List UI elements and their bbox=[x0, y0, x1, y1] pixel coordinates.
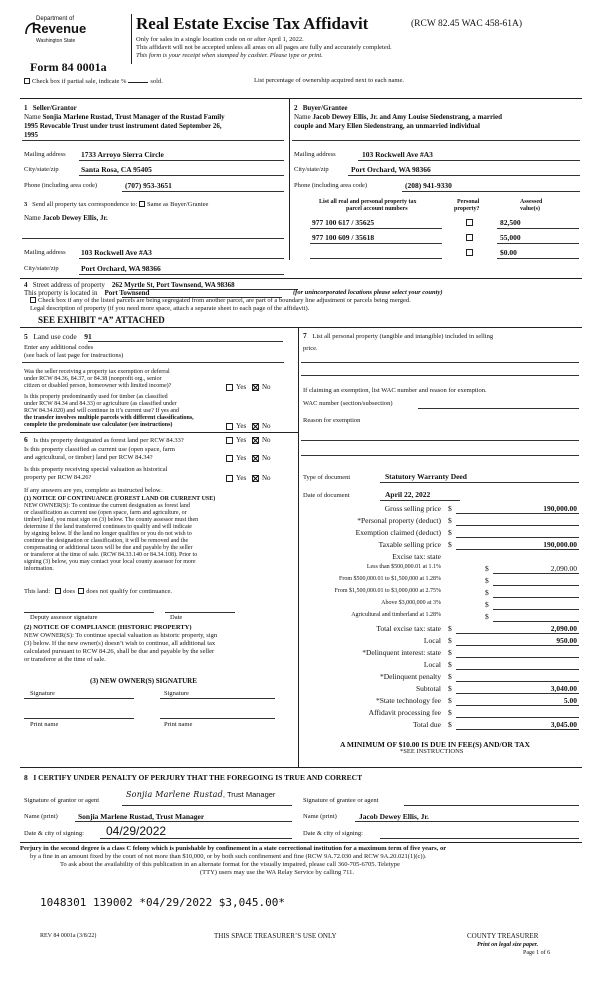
sec6-q2-no[interactable] bbox=[252, 455, 259, 462]
seller-name-line-2: 1995 Revocable Trust under trust instrument dated September 26, bbox=[24, 122, 222, 130]
tax-total-dollar: $ bbox=[448, 720, 452, 729]
grantor-name-label: Name (print) bbox=[24, 813, 58, 820]
new-owner-print-1: Print name bbox=[30, 721, 59, 728]
parcel-col1-l1: List all real and personal property tax bbox=[319, 199, 417, 205]
sec3-name: Name Jacob Dewey Ellis, Jr. bbox=[24, 214, 108, 222]
sec5-q1-no[interactable] bbox=[252, 384, 259, 391]
notice1-l5: by signing below. If the land no longer qualifies or you do not wish to bbox=[24, 531, 192, 537]
parcel-value-2[interactable]: 55,000 bbox=[500, 233, 521, 242]
sec6-q2-yes-label: Yes bbox=[236, 454, 247, 462]
sec5-q1-l2: under RCW 84.36, 84.37, or 84.38 (nonprofit org., senior bbox=[24, 376, 162, 382]
sec5-q2-no-label: No bbox=[262, 422, 271, 430]
tax-local2-dollar: $ bbox=[448, 660, 452, 669]
perjury-l2: by a fine in an amount fixed by the court of not more than $10,000, or by both such confinement and fine (RCW 9A.72.030 and RCW 9A.20.021(1)(c)). bbox=[30, 853, 427, 860]
sec7-wac: WAC number (section/subsection) bbox=[303, 400, 393, 407]
tax-affidavit-dollar: $ bbox=[448, 708, 452, 717]
tax-tier2-dollar: $ bbox=[485, 576, 489, 585]
new-owner-print-2: Print name bbox=[164, 721, 193, 728]
buyer-phone-label: Phone (including area code) bbox=[294, 182, 368, 189]
notice1-l7: compensating or additional taxes will be due and payable by the seller bbox=[24, 545, 193, 551]
parcel-personal-checkbox-2[interactable] bbox=[466, 234, 473, 241]
notice1-l1: NEW OWNER(S): To continue the current designation as forest land bbox=[24, 503, 190, 509]
notice1-l9: signing (3) below, you may contact your local county assessor for more bbox=[24, 559, 196, 565]
sec6-q2-yes[interactable] bbox=[226, 455, 233, 462]
notice2-l3: calculated pursuant to RCW 84.26, shall be due and payable by the seller bbox=[24, 648, 215, 655]
sec5-q2-yes-label: Yes bbox=[236, 422, 247, 430]
sec5-q2-l4: the transfer involves multiple parcels with different classifications, bbox=[24, 415, 194, 421]
sec5-q1-no-label: No bbox=[262, 383, 271, 391]
parcel-col2-l1: Personal bbox=[457, 199, 480, 205]
parcel-col3-l2: value(s) bbox=[520, 206, 540, 212]
notice1-title: (1) NOTICE OF CONTINUANCE (FOREST LAND OR CURRENT USE) bbox=[24, 496, 216, 502]
tax-delinq-int-dollar: $ bbox=[448, 648, 452, 657]
notice2-l1: NEW OWNER(S): To continue special valuation as historic property, sign bbox=[24, 632, 218, 639]
perjury-l1: Perjury in the second degree is a class C felony which is punishable by confinement in a state correctional institution for a maximum term of five years, or bbox=[20, 845, 447, 852]
tax-total-value[interactable]: 3,045.00 bbox=[550, 720, 577, 729]
sec6-q1: 6 Is this property designated as forest land per RCW 84.33? bbox=[24, 435, 184, 444]
tax-tier3-dollar: $ bbox=[485, 588, 489, 597]
sec7-label: 7 List all personal property (tangible and intangible) included in selling bbox=[303, 331, 494, 340]
notice2-title: (2) NOTICE OF COMPLIANCE (HISTORIC PROPERTY) bbox=[24, 624, 192, 631]
tax-personal-label: *Personal property (deduct) bbox=[357, 516, 441, 525]
buyer-mail[interactable]: 103 Rockwell Ave #A3 bbox=[362, 150, 433, 159]
tax-delinq-int-label: *Delinquent interest: state bbox=[362, 648, 441, 657]
sec6-q3-no[interactable] bbox=[252, 475, 259, 482]
tax-gross-label: Gross selling price bbox=[384, 504, 441, 513]
sec3-label: 3 Send all property tax correspondence to: Same as Buyer/Grantee bbox=[24, 201, 209, 208]
partial-sale-row bbox=[24, 76, 163, 86]
sec7-reason: Reason for exemption bbox=[303, 417, 361, 424]
sec6-q1-no-label: No bbox=[262, 436, 271, 444]
partial-percent-field[interactable] bbox=[128, 76, 148, 83]
land-does-not-checkbox[interactable] bbox=[78, 588, 84, 594]
new-owner-signature-1: Signature bbox=[30, 690, 55, 697]
sec6-any-yes: If any answers are yes, complete as instructed below. bbox=[24, 487, 162, 494]
sec6-q1-yes[interactable] bbox=[226, 437, 233, 444]
doc-date-label: Date of document bbox=[303, 492, 350, 499]
sec3-mail[interactable]: 103 Rockwell Ave #A3 bbox=[81, 248, 152, 257]
grantor-date-label: Date & city of signing: bbox=[24, 830, 84, 837]
seller-mail[interactable]: 1733 Arroyo Sierra Circle bbox=[81, 150, 164, 159]
sec5-q2-l3: RCW 84.34.020) and will continue in it’s current use? If yes and bbox=[24, 408, 180, 414]
dor-logo bbox=[24, 16, 90, 54]
tax-tier2-label: From $500,000.01 to $1,500,000 at 1.28% bbox=[339, 576, 441, 582]
partial-sold-label: sold. bbox=[150, 78, 163, 85]
parcel-value-1[interactable]: 82,500 bbox=[500, 218, 521, 227]
sec6-q3-l1: Is this property receiving special valuation as historical bbox=[24, 466, 168, 473]
sec4-exhibit: SEE EXHIBIT “A” ATTACHED bbox=[38, 315, 165, 325]
sec4-located: This property is located in Port Townsend bbox=[24, 289, 150, 297]
seller-city[interactable]: Santa Rosa, CA 95405 bbox=[81, 165, 152, 174]
doc-date[interactable]: April 22, 2022 bbox=[385, 490, 431, 499]
sec5-q2-yes[interactable] bbox=[226, 423, 233, 430]
tax-tech-label: *State technology fee bbox=[376, 696, 441, 705]
notice1-l3: timber) land, you must sign on (3) below. The county assessor must then bbox=[24, 517, 199, 523]
buyer-name-line-1: Name Jacob Dewey Ellis, Jr. and Amy Louise Siedenstrang, a married bbox=[294, 113, 502, 121]
logo-revenue: Revenue bbox=[32, 21, 87, 36]
footer-county: COUNTY TREASURER bbox=[467, 932, 539, 940]
tax-exemption-label: Exemption claimed (deduct) bbox=[355, 528, 441, 537]
tax-subtotal-dollar: $ bbox=[448, 684, 452, 693]
sec5-q1-yes[interactable] bbox=[226, 384, 233, 391]
tax-exemption-dollar: $ bbox=[448, 528, 452, 537]
new-owner-signature-title: (3) NEW OWNER(S) SIGNATURE bbox=[90, 677, 197, 685]
buyer-city[interactable]: Port Orchard, WA 98366 bbox=[351, 165, 431, 174]
tax-local-value[interactable]: 950.00 bbox=[556, 636, 577, 645]
sec6-q2-l2: and agricultural, or timber) land per RCW 84.34? bbox=[24, 454, 153, 461]
grantor-sig-label: Signature of grantor or agent bbox=[24, 797, 100, 804]
sec3-mail-label: Mailing address bbox=[24, 249, 66, 256]
new-owner-signature-2: Signature bbox=[164, 690, 189, 697]
tax-taxable-value[interactable]: 190,000.00 bbox=[543, 540, 577, 549]
deputy-signature-label: Deputy assessor signature bbox=[30, 614, 98, 621]
treasurer-stamp: 1048301 139002 *04/29/2022 $3,045.00* bbox=[40, 896, 286, 909]
form-note-1: Only for sales in a single location code on or after April 1, 2022. bbox=[136, 36, 304, 43]
grantee-date-label: Date & city of signing: bbox=[303, 830, 363, 837]
tax-excise-state-label: Excise tax: state bbox=[392, 552, 441, 561]
notice1-l4: determine if the land transferred continues to qualify and will indicate bbox=[24, 524, 192, 530]
grantor-signature[interactable] bbox=[126, 790, 275, 799]
sec4-address: 4 Street address of property 262 Myrtle St, Port Townsend, WA 98368 bbox=[24, 281, 235, 289]
parcel-personal-checkbox-3[interactable] bbox=[466, 249, 473, 256]
tax-tier1-value[interactable]: 2,090.00 bbox=[550, 564, 577, 573]
parcel-number-1[interactable]: 977 100 617 / 35625 bbox=[312, 218, 375, 227]
tax-tech-dollar: $ bbox=[448, 696, 452, 705]
this-land-row: This land: does does not qualify for continuance. bbox=[24, 588, 172, 595]
grantee-sig-label: Signature of grantee or agent bbox=[303, 797, 379, 804]
tax-tier4-dollar: $ bbox=[485, 600, 489, 609]
logo-state: Washington State bbox=[36, 38, 76, 44]
tax-tier5-label: Agricultural and timberland at 1.28% bbox=[351, 612, 441, 618]
tax-delinq-pen-label: *Delinquent penalty bbox=[379, 672, 441, 681]
sec6-q2-l1: Is this property classified as current use (open space, farm bbox=[24, 446, 175, 453]
grantor-signature-title: , Trust Manager bbox=[222, 790, 276, 799]
tax-total-state-dollar: $ bbox=[448, 624, 452, 633]
sec5-q1-l3: citizen or disabled person, homeowner with limited income)? bbox=[24, 383, 172, 389]
parcel-value-3[interactable]: $0.00 bbox=[500, 248, 517, 257]
sec6-q3-yes-label: Yes bbox=[236, 474, 247, 482]
doc-type-label: Type of document bbox=[303, 474, 351, 481]
footer-rev: REV 84 0001a (3/8/22) bbox=[40, 933, 97, 939]
minimum-fee-note: A MINIMUM OF $10.00 IS DUE IN FEE(S) AND/OR TAX bbox=[340, 740, 530, 749]
tax-total-state-label: Total excise tax: state bbox=[376, 624, 441, 633]
seller-heading: 1 Seller/Grantor bbox=[24, 104, 77, 112]
parcel-col2-l2: property? bbox=[454, 206, 480, 212]
tax-total-state-value[interactable]: 2,090.00 bbox=[550, 624, 577, 633]
tax-personal-dollar: $ bbox=[448, 516, 452, 525]
grantor-name[interactable]: Sonjia Marlene Rustad, Trust Manager bbox=[78, 812, 205, 821]
tax-local2-label: Local bbox=[423, 660, 441, 669]
ownership-note: List percentage of ownership acquired next to each name. bbox=[254, 77, 404, 84]
parcel-personal-checkbox-1[interactable] bbox=[466, 219, 473, 226]
grantee-name[interactable]: Jacob Dewey Ellis, Jr. bbox=[359, 812, 429, 821]
grantor-date[interactable]: 04/29/2022 bbox=[106, 824, 167, 838]
sec5-add-codes: Enter any additional codes bbox=[24, 344, 94, 351]
sec8-certify: 8 I CERTIFY UNDER PENALTY OF PERJURY THAT THE FOREGOING IS TRUE AND CORRECT bbox=[24, 773, 363, 782]
tax-tier5-dollar: $ bbox=[485, 612, 489, 621]
seller-phone-label: Phone (including area code) bbox=[24, 182, 98, 189]
sec4-legal: Legal description of property (if you need more space, attach a separate sheet to each page of the affidavit). bbox=[30, 305, 310, 312]
seller-mail-label: Mailing address bbox=[24, 151, 66, 158]
form-note-3: This form is your receipt when stamped by cashier. Please type or print. bbox=[136, 52, 323, 59]
tax-subtotal-value[interactable]: 3,040.00 bbox=[550, 684, 577, 693]
doc-type[interactable]: Statutory Warranty Deed bbox=[385, 472, 467, 481]
sec6-q1-yes-label: Yes bbox=[236, 436, 247, 444]
tax-total-label: Total due bbox=[412, 720, 441, 729]
sec6-q3-no-label: No bbox=[262, 474, 271, 482]
buyer-heading: 2 Buyer/Grantee bbox=[294, 104, 348, 112]
segregation-checkbox[interactable] bbox=[30, 297, 36, 303]
perjury-l3: To ask about the availability of this publication in an alternate format for the visually impaired, please call 360-705-6705. Teletype bbox=[60, 861, 400, 868]
tax-gross-dollar: $ bbox=[448, 504, 452, 513]
tax-tier4-label: Above $3,000,000 at 3% bbox=[381, 600, 441, 606]
sec6-q3-l2: property per RCW 84.26? bbox=[24, 474, 92, 481]
sec6-q2-no-label: No bbox=[262, 454, 271, 462]
tax-taxable-label: Taxable selling price bbox=[378, 540, 441, 549]
buyer-mail-label: Mailing address bbox=[294, 151, 336, 158]
buyer-phone[interactable]: (208) 941-9330 bbox=[405, 181, 452, 190]
tax-tech-value[interactable]: 5.00 bbox=[563, 696, 577, 705]
sec5-q2-l1: Is this property predominantly used for timber (as classified bbox=[24, 394, 168, 400]
sec5-q2-l2: under RCW 84.34 and 84.33) or agriculture (as classified under bbox=[24, 401, 177, 407]
footer-treasurer-space: THIS SPACE TREASURER’S USE ONLY bbox=[214, 932, 337, 940]
seller-city-label: City/state/zip bbox=[24, 166, 59, 173]
notice2-l4: or transferor at the time of sale. bbox=[24, 656, 106, 663]
sec5-q2-no[interactable] bbox=[252, 423, 259, 430]
sec5-q2-l5: complete the predominate use calculator (see instructions) bbox=[24, 422, 173, 428]
tax-tier1-label: Less than $500,000.01 at 1.1% bbox=[366, 564, 441, 570]
sec6-q1-no[interactable] bbox=[252, 437, 259, 444]
sec7-label-2: price. bbox=[303, 345, 318, 352]
sec5-q1-l1: Was the seller receiving a property tax exemption or deferral bbox=[24, 369, 170, 375]
partial-sale-checkbox[interactable] bbox=[24, 78, 30, 84]
form-title: Real Estate Excise Tax Affidavit bbox=[136, 14, 369, 33]
tax-gross-value[interactable]: 190,000.00 bbox=[543, 504, 577, 513]
tax-subtotal-label: Subtotal bbox=[415, 684, 441, 693]
buyer-name-line-2: couple and Mary Ellen Siedenstrang, an unmarried individual bbox=[294, 122, 480, 130]
see-instructions: *SEE INSTRUCTIONS bbox=[400, 748, 464, 755]
form-number: Form 84 0001a bbox=[30, 60, 107, 74]
logo-dept-line: Department of bbox=[36, 16, 75, 22]
tax-local-label: Local bbox=[423, 636, 441, 645]
footer-page: Page 1 of 6 bbox=[523, 950, 551, 956]
tax-taxable-dollar: $ bbox=[448, 540, 452, 549]
form-rcw: (RCW 82.45 WAC 458-61A) bbox=[411, 19, 523, 29]
sec3-city-label: City/state/zip bbox=[24, 265, 59, 272]
sec6-q3-yes[interactable] bbox=[226, 475, 233, 482]
sec5-land-use: 5 Land use code 91 bbox=[24, 332, 92, 341]
same-as-buyer-checkbox[interactable] bbox=[139, 201, 145, 207]
seller-phone[interactable]: (707) 953-3651 bbox=[125, 181, 172, 190]
footer-legal: Print on legal size paper. bbox=[477, 942, 539, 948]
land-does-checkbox[interactable] bbox=[55, 588, 61, 594]
seller-name-line-3: 1995 bbox=[24, 131, 38, 139]
sec5-q1-yes-label: Yes bbox=[236, 383, 247, 391]
partial-sale-label: Check box if partial sale, indicate % bbox=[32, 78, 127, 85]
sec7-exempt: If claiming an exemption, list WAC number and reason for exemption. bbox=[303, 387, 487, 394]
tax-affidavit-label: Affidavit processing fee bbox=[368, 708, 441, 717]
buyer-city-label: City/state/zip bbox=[294, 166, 329, 173]
tax-tier1-dollar: $ bbox=[485, 564, 489, 573]
form-note-2: This affidavit will not be accepted unless all areas on all pages are fully and accurately completed. bbox=[136, 44, 392, 51]
parcel-number-2[interactable]: 977 100 609 / 35618 bbox=[312, 233, 375, 242]
deputy-date-label: Date bbox=[170, 614, 183, 621]
tax-tier3-label: From $1,500,000.01 to $3,000,000 at 2.75% bbox=[334, 588, 441, 594]
logo-swoosh-icon bbox=[24, 22, 36, 36]
grantor-signature-script: Sonjia Marlene Rustad bbox=[126, 790, 223, 799]
parcel-col1-l2: parcel account numbers bbox=[346, 206, 408, 212]
tax-delinq-pen-dollar: $ bbox=[448, 672, 452, 681]
parcel-col3-l1: Assessed bbox=[520, 199, 543, 205]
notice1-l6: continue the designation or classification, it will be removed and the bbox=[24, 538, 189, 544]
tax-local-dollar: $ bbox=[448, 636, 452, 645]
sec3-city[interactable]: Port Orchard, WA 98366 bbox=[81, 264, 161, 273]
notice2-l2: (3) below. If the new owner(s) doesn’t wish to continue, all additional tax bbox=[24, 640, 216, 647]
sec5-see-last: (see back of last page for instructions) bbox=[24, 352, 124, 359]
sec4-segregation: Check box if any of the listed parcels are being segregated from another parcel, are part of a boundary line adjustment or parcels being merged. bbox=[30, 297, 411, 305]
notice1-l8: or transferor at the time of sale. (RCW 84.33.140 or 84.34.108). Prior to bbox=[24, 552, 198, 558]
notice1-l10: information. bbox=[24, 566, 54, 572]
perjury-l4: (TTY) users may use the WA Relay Service by calling 711. bbox=[200, 869, 354, 876]
sec4-unincorp: (for unincorporated locations please select your county) bbox=[293, 289, 443, 296]
seller-name-line-1: Name Sonjia Marlene Rustad, Trust Manager of the Rustad Family bbox=[24, 113, 225, 121]
notice1-l2: or classification as current use (open space, farm and agriculture, or bbox=[24, 510, 187, 516]
grantee-name-label: Name (print) bbox=[303, 813, 337, 820]
